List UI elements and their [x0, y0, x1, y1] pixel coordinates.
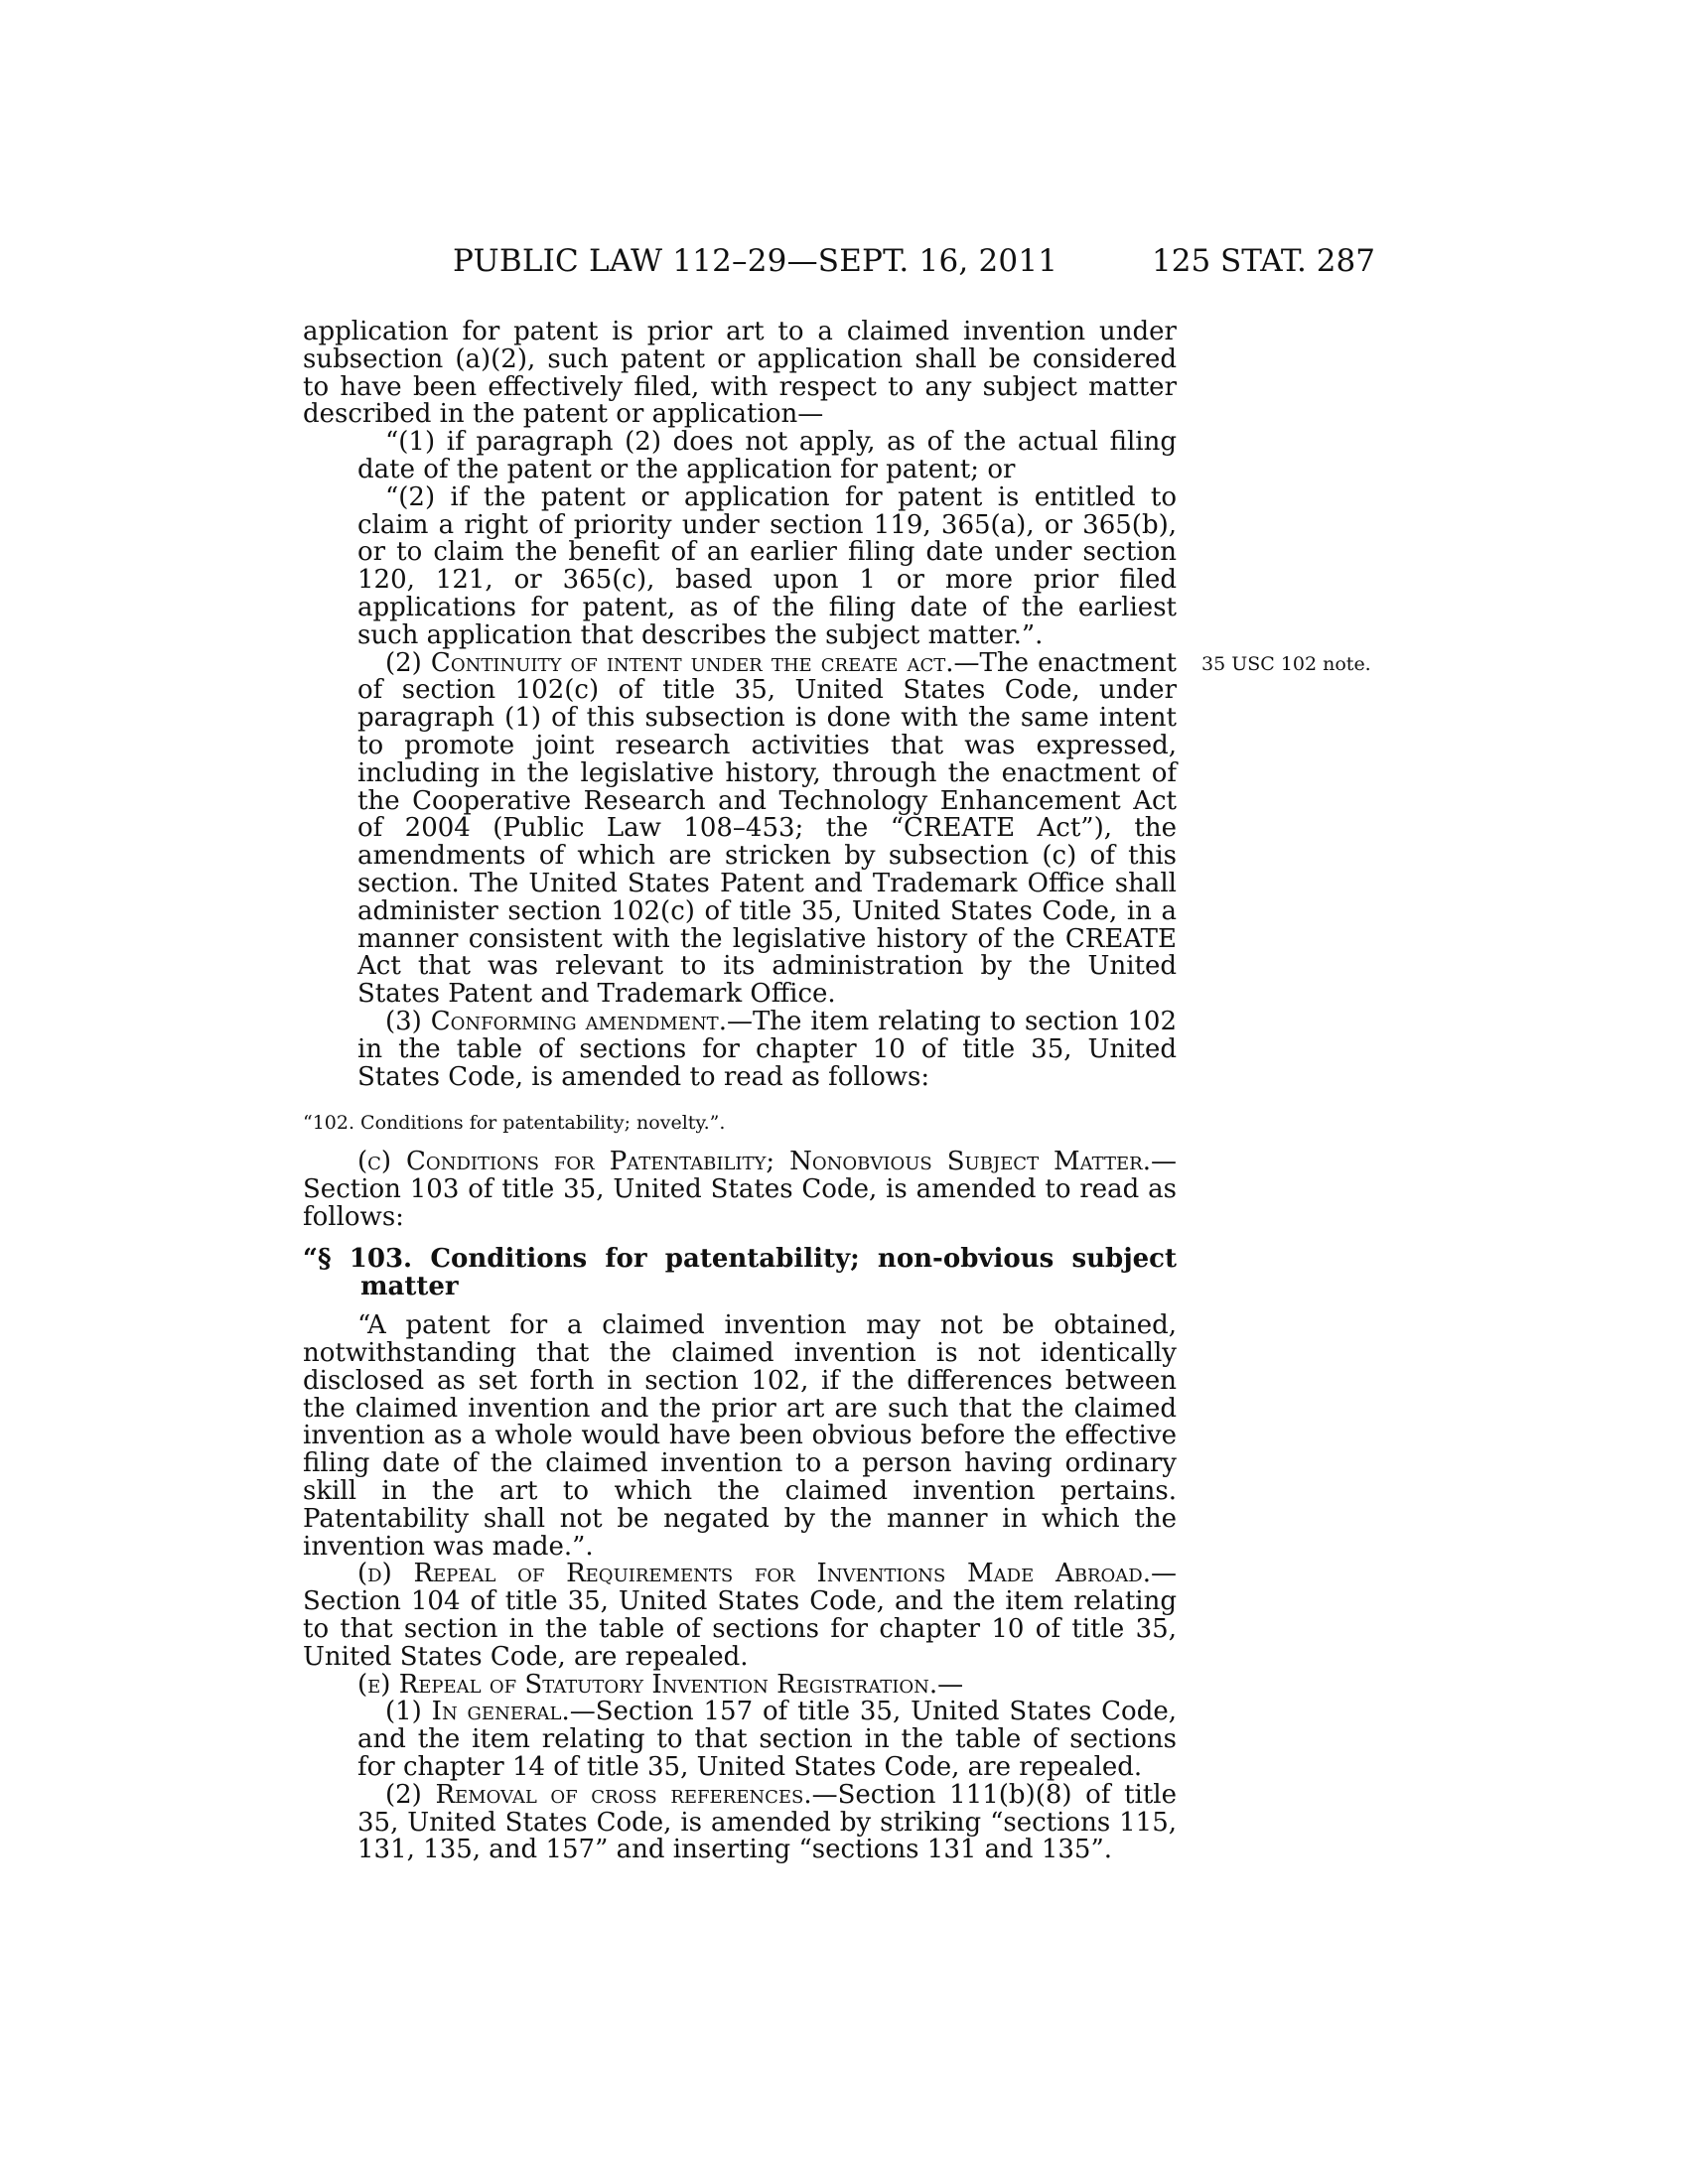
paragraph-heading: (3) Conforming amendment.	[385, 1006, 727, 1036]
paragraph-heading: (2) Continuity of intent under the create act.	[385, 647, 954, 678]
paragraph-subsection-e	[303, 1669, 1177, 1700]
paragraph-heading: (2) Removal of cross references.	[385, 1779, 812, 1810]
paragraph-subsection-d	[303, 1561, 1177, 1671]
paragraph-continuation: application for patent is prior art to a claimed invention under subsection (a)(2), such patent or application shall be considered to have been effectively filed, with respect to any subject matter described in the patent or application—	[303, 317, 1177, 430]
paragraph-heading: (e) Repeal of Statutory Invention Registration.	[357, 1669, 938, 1700]
document-body	[303, 319, 1177, 1864]
paragraph-heading: (d) Repeal of Requirements for Inventions Made Abroad.	[357, 1559, 1151, 1589]
paragraph-text: —Section 157 of title 35, United States Code, and the item relating to that section in the table of sections for chapter 14 of title 35, United States Code, are repealed.	[357, 1697, 1178, 1783]
paragraph-text: —Section 104 of title 35, United States Code, and the item relating to that section in the table of sections for chapter 10 of title 35, United States Code, are repealed.	[303, 1559, 1177, 1672]
running-header-title: PUBLIC LAW 112–29—SEPT. 16, 2011	[453, 243, 1058, 279]
paragraph-heading: (1) In general.	[385, 1697, 570, 1727]
margin-note: 35 USC 102 note.	[1201, 653, 1371, 675]
paragraph-conforming-amendment	[303, 1006, 1177, 1092]
running-header-page-ref: 125 STAT. 287	[1152, 243, 1375, 279]
paragraph-text: —Section 111(b)(8) of title 35, United States Code, is amended by striking “sections 115, 131, 135, and 157” and inserting “sections 131 and 135”.	[357, 1779, 1177, 1865]
paragraph-section-103-text: “A patent for a claimed invention may not be obtained, notwithstanding that the claimed invention is not identically disclosed as set forth in section 102, if the differences between the claimed invention and the prior art are such that the claimed invention as a whole would have been obvious before the effective filing date of the claimed invention to a person having ordinary skill in the art to which the claimed invention pertains. Patentability shall not be negated by the manner in which the invention was made.”.	[303, 1310, 1177, 1562]
paragraph-removal-of-cross-references	[303, 1779, 1177, 1865]
paragraph-heading: (c) Conditions for Patentability; Nonobvious Subject Matter.	[357, 1147, 1151, 1177]
table-of-sections-item: “102. Conditions for patentability; novelty.”.	[303, 1112, 726, 1135]
paragraph-clause-1: “(1) if paragraph (2) does not apply, as of the actual filing date of the patent or the application for patent; or	[357, 427, 1177, 484]
paragraph-text: —	[937, 1669, 964, 1700]
paragraph-continuity-of-intent	[303, 647, 1177, 1010]
paragraph-text: —The enactment of section 102(c) of title 35, United States Code, under paragraph (1) of this subsection is done with the same intent to promote joint research activities that was expressed, including in the legislative history, through the enactment of the Cooperative Research and Technology Enhancement Act of 2004 (Public Law 108–453; the “CREATE Act”), the amendments of which are stricken by subsection (c) of this section. The United States Patent and Trademark Office shall administer section 102(c) of title 35, United States Code, in a manner consistent with the legislative history of the CREATE Act that was relevant to its administration by the United States Patent and Trademark Office.	[357, 647, 1177, 1010]
paragraph-clause-2: “(2) if the patent or application for patent is entitled to claim a right of priority under section 119, 365(a), or 365(b), or to claim the benefit of an earlier filing date under section 120, 121, or 365(c), based upon 1 or more prior filed applications for patent, as of the filing date of the earliest such application that describes the subject matter.”.	[357, 481, 1177, 650]
paragraph-in-general	[303, 1699, 1177, 1781]
paragraph-text: —Section 103 of title 35, United States Code, is amended to read as follows:	[303, 1147, 1177, 1232]
section-heading: “§ 103. Conditions for patentability; non-obvious subject matter	[303, 1243, 1177, 1301]
paragraph-text: —The item relating to section 102 in the table of sections for chapter 10 of title 35, United States Code, is amended to read as follows:	[357, 1006, 1177, 1092]
paragraph-subsection-c	[303, 1149, 1177, 1231]
